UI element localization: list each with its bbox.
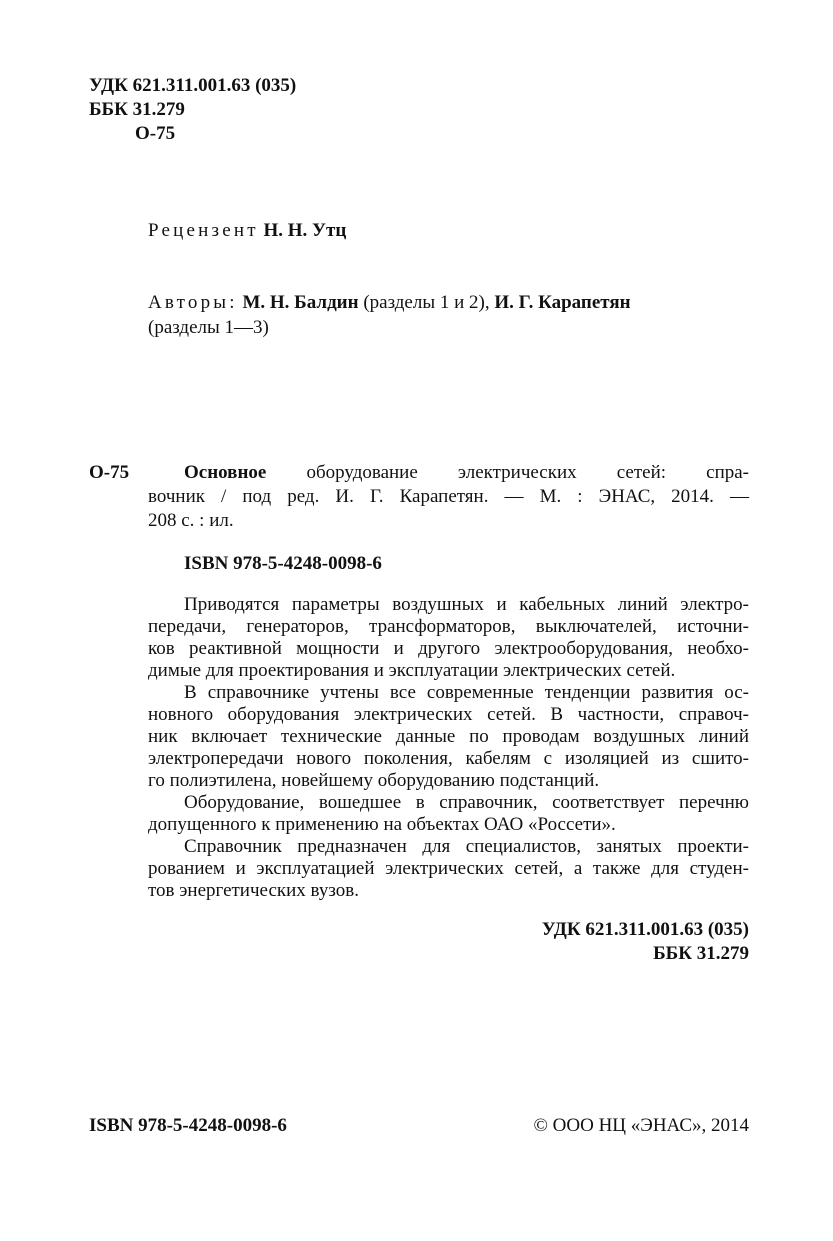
biblio-line-3: 208 с. : ил.: [148, 510, 234, 531]
footer-isbn: ISBN 978-5-4248-0098-6: [89, 1115, 287, 1136]
abstract-paragraph-1: [148, 594, 749, 682]
author-2-name: И. Г. Карапетян: [494, 292, 631, 313]
abstract-paragraph-4: [148, 836, 749, 902]
udk-code: УДК 621.311.001.63 (035): [89, 75, 297, 96]
author-2-sections: (разделы 1—3): [148, 317, 269, 338]
abstract-line: допущенного к применению на объектах ОАО «Россети».: [148, 814, 616, 835]
abstract-line: ков реактивной мощности и другого электрооборудования, необхо-: [148, 638, 749, 659]
biblio-title-rest: оборудование электрических сетей: спра-: [306, 462, 750, 483]
abstract-paragraph-2: [148, 682, 749, 792]
abstract-line: димые для проектирования и эксплуатации электрических сетей.: [148, 660, 676, 681]
abstract-line: ник включает технические данные по проводам воздушных линий: [148, 726, 749, 747]
abstract-line: Справочник предназначен для специалистов, занятых проекти-: [184, 836, 749, 857]
biblio-title-bold: Основное: [184, 462, 267, 483]
abstract-line: Приводятся параметры воздушных и кабельных линий электро-: [184, 594, 749, 615]
authors-label: Авторы:: [148, 292, 238, 313]
abstract-line: Оборудование, вошедшее в справочник, соответствует перечню: [184, 792, 749, 813]
abstract-line: В справочнике учтены все современные тенденции развития ос-: [184, 682, 749, 703]
reviewer-name: Н. Н. Утц: [263, 220, 347, 241]
reviewer-label: Рецензент: [148, 220, 259, 241]
abstract-line: тов энергетических вузов.: [148, 880, 359, 901]
footer-copyright: © ООО НЦ «ЭНАС», 2014: [533, 1115, 749, 1136]
bbk-code-right: ББК 31.279: [653, 943, 749, 964]
isbn-line: ISBN 978-5-4248-0098-6: [184, 553, 382, 574]
biblio-line-1: [184, 462, 749, 484]
abstract-line: электропередачи нового поколения, кабелям с изоляцией из сшито-: [148, 748, 749, 769]
udk-code-right: УДК 621.311.001.63 (035): [541, 919, 749, 940]
abstract-line: го полиэтилена, новейшему оборудованию подстанций.: [148, 770, 600, 791]
author-1-sections: (разделы 1 и 2),: [363, 292, 490, 313]
biblio-line-2: вочник / под ред. И. Г. Карапетян. — М. : ЭНАС, 2014. —: [148, 486, 749, 507]
author-1-name: М. Н. Балдин: [242, 292, 359, 313]
author-sign: О-75: [135, 123, 176, 144]
abstract-line: передачи, генераторов, трансформаторов, выключателей, источни-: [148, 616, 749, 637]
authors-line: [148, 292, 631, 314]
reviewer-line: [148, 220, 346, 242]
abstract-line: новного оборудования электрических сетей. В частности, справоч-: [148, 704, 749, 725]
biblio-code: О-75: [89, 462, 130, 483]
abstract-paragraph-3: [148, 792, 749, 836]
bbk-code: ББК 31.279: [89, 99, 185, 120]
abstract-line: рованием и эксплуатацией электрических сетей, а также для студен-: [148, 858, 749, 879]
